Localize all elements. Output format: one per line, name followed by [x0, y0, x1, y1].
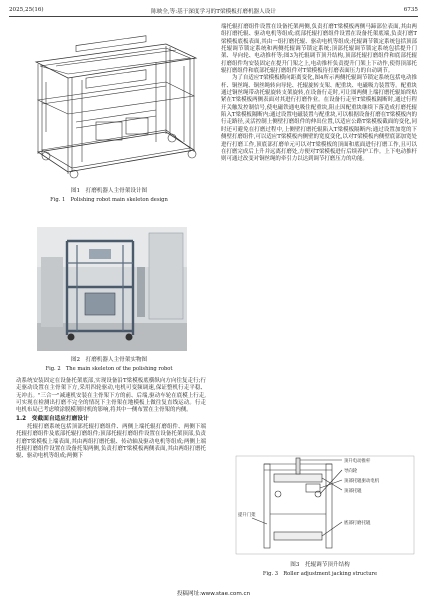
- section-heading-1-2: 1.2 变截面自适应打磨设计: [16, 415, 89, 422]
- left-column-text: [16, 378, 206, 461]
- figure-1-caption-en: Fig. 1 Polishing robot main skeleton design: [50, 197, 168, 203]
- figure-1-caption-cn: 图1 打磨机器人主骨架设计图: [70, 188, 148, 194]
- figure-2-svg: [37, 227, 187, 351]
- footer-submission-url: 投稿网址:www.stae.com.cn: [176, 591, 251, 597]
- running-header-title: 陈映全,等:基于深度学习的T梁模板打磨机器人设计: [151, 9, 276, 15]
- header-rule: [9, 16, 418, 17]
- label-push-rod: 顶升电动推杆: [344, 459, 371, 464]
- figure-2-caption-cn: 图2 打磨机器人主骨架实物图: [70, 357, 148, 363]
- paragraph-roller-grinding: 托辊打磨系统包括顶部托辊打磨组件、两侧上端托辊打磨组件、两侧下端托辊打磨组件及底部托辊打磨组件;顶部托辊打磨组件设置在设备托架顶部,负责打磨T梁模板上端表面,其由两组打磨托辊、传动轴及驱动电机等组成;两侧上端托辊打磨组件设置在设备托架两侧,负责打磨T梁模板两侧表面,其由两组打磨托辊、驱动电机等组成;两侧下: [16, 424, 206, 460]
- label-top-roller: 顶部托辊: [344, 489, 362, 494]
- paragraph-adaptive-width: 为了自适应T梁模板横向距离变化,图4所示两侧托辊调节锁定系统包括电动推杆、铜丝绳、铜丝绳转向导轮、托辊旋转支架、配重块、电磁吸力装置等。配重块通过铜丝绳带动托辊旋转支架旋转,在设备行走时,可让图两侧上端打磨托辊始终贴紧在T梁模板两侧表面对其进行打磨作业。在设备行走至T梁模板隔断时,通过行程开关触发控制信号,使电磁铁通电吸住配重块,阻止因配重块继续下落造成打磨托辊陷入T梁模板隔断内;通过设置电磁装置与配重块,可以根据设备打磨在T梁模板内的行走路径,灵活控制上侧壁打磨组件的伸出位置,以适应公路T梁模板截面的变化,同时还可避免在打磨过程中,上侧壁打磨托辊陷入T梁模板隔断内;通过设置加宽的下侧壁打磨组件,可以适应T梁模板内侧壁的宽度变化,以对T梁模板内侧壁底部加宽处进行打磨工作,顶底部打磨单元可以对T梁模板的顶面和底面进行打磨工作,且可以在打磨完成后上升并远离打磨处,方便对T梁模板进行后续养护工作。上下电动推杆则可通过改变对铜丝绳的牵引力以达到调节打磨压力的功能。: [221, 75, 417, 163]
- figure-1-skeleton-drawing: [16, 22, 206, 180]
- label-bottom-roller: 底部打磨托辊: [344, 521, 371, 526]
- figure-2-caption-en: Fig. 2 The main skeleton of the polishing robot: [45, 366, 173, 372]
- page-number: 6735: [403, 7, 418, 13]
- running-header-left: 2025,25(16): [9, 7, 44, 13]
- figure-1-svg: [16, 22, 206, 180]
- figure-3-svg: [234, 454, 416, 556]
- right-column-text: [221, 24, 417, 164]
- paragraph-roller-lock: 端托辊打磨组件设置在设备托架两侧,负责打磨T梁模板两侧马蹄部位表面,其由两组打磨托辊、驱动电机等组成;底部托辊打磨组件设置在设备托架底端,负责打磨T梁模板底板表面,其由一组打磨托辊、驱动电机等组成;托辊调节锁定系统包括顶部托辊调节锁定系统和两侧托辊调节锁定系统;顶部托辊调节锁定系统包括提升门架、导向轮、电动推杆等;图3为托辊调节顶升结构,顶部托辊打磨组件和底部托辊打磨组件均安装固定在提升门架之上,电动推杆负责提升门架上下动作,使得顶部托辊打磨组件和底部托辊打磨组件对T梁模板待打磨表面压力的自动调节。: [221, 24, 417, 75]
- label-guide-wheel: 导向轮: [344, 469, 358, 474]
- label-lifting-gantry: 提升门架: [238, 513, 256, 518]
- figure-3-jacking-structure: [234, 454, 416, 556]
- figure-3-caption-cn: 图3 托辊调节顶升结构: [290, 562, 350, 568]
- label-top-roller-motor: 顶部托辊驱动电机: [344, 479, 380, 484]
- figure-3-caption-en: Fig. 3 Roller adjustment jacking structure: [262, 571, 378, 577]
- paragraph-drive-system: 动系统安装固定在设备托架底部,实现设备沿T梁模板底横纵向方向往复走行;行走驱动设置在主骨架下方,采用四轮驱动,电机可变频调速,保证整机行走平稳、无冲击。"三合一"减速机安装在主骨架下方的前、后端,驱动车轮在底模上行走,可实现在检测出打磨不完全的情况下主骨架在地模板上做往复直线运动。行走电机布局已考虑喷涂脱模剂时机的影响,将其中一侧布置在主骨架的内侧。: [16, 378, 206, 414]
- figure-2-skeleton-photo: [37, 227, 187, 351]
